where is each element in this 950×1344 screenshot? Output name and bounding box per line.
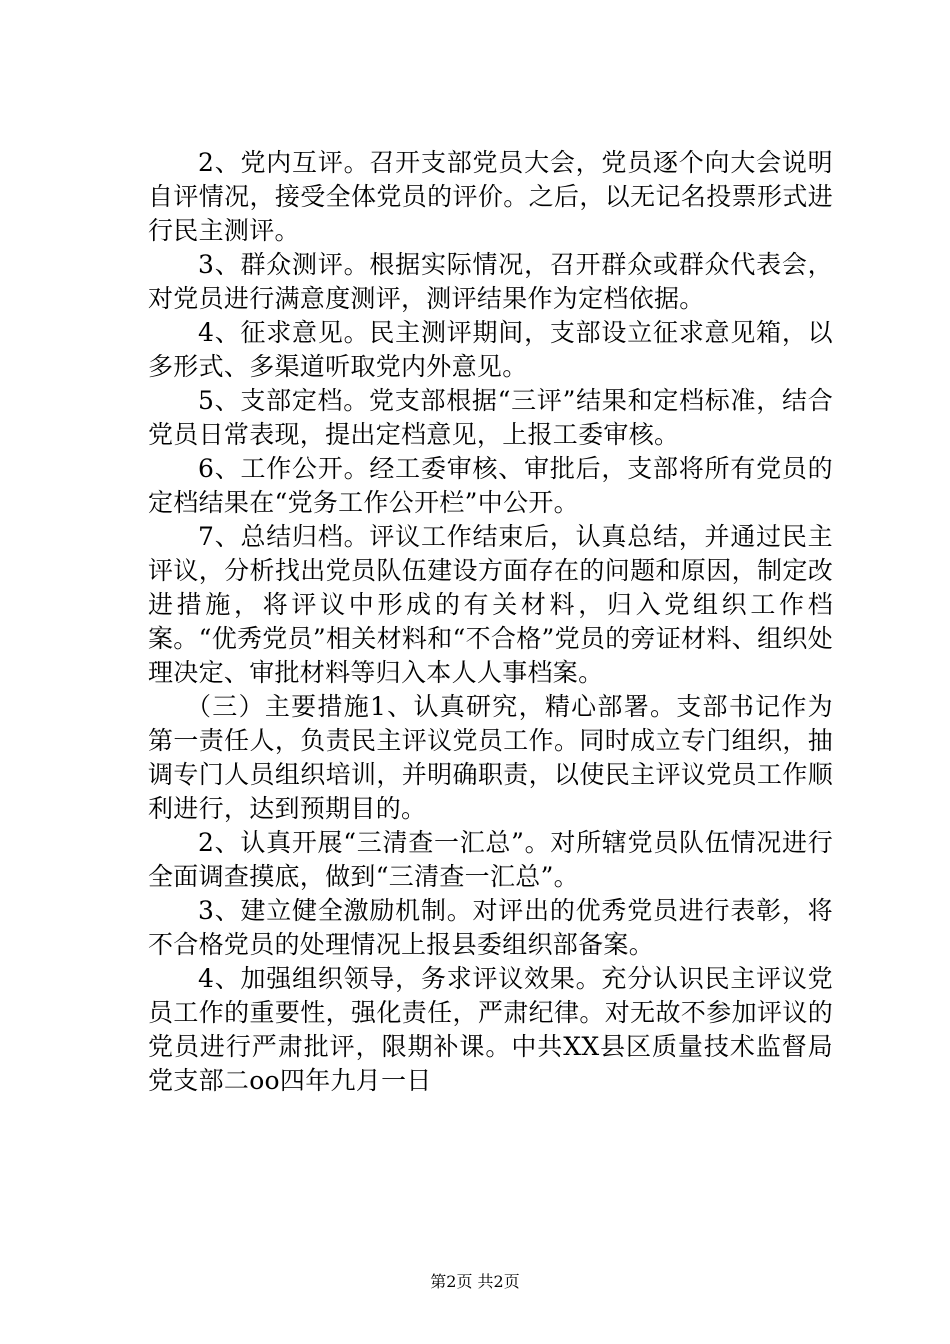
paragraph-work-disclosure: 6、工作公开。经工委审核、审批后，支部将所有党员的定档结果在“党务工作公开栏”中公开。	[148, 454, 833, 517]
document-body	[148, 146, 833, 1098]
paragraph-incentive-mechanism: 3、建立健全激励机制。对评出的优秀党员进行表彰，将不合格党员的处理情况上报县委组织部备案。	[148, 896, 833, 959]
paragraph-main-measures: （三）主要措施1、认真研究，精心部署。支部书记作为第一责任人，负责民主评议党员工作。同时成立专门组织，抽调专门人员组织培训，并明确职责，以使民主评议党员工作顺利进行，达到预期目的。	[148, 692, 833, 823]
paragraph-three-checks: 2、认真开展“三清查一汇总”。对所辖党员队伍情况进行全面调查摸底，做到“三清查一汇总”。	[148, 828, 833, 891]
paragraph-public-review: 3、群众测评。根据实际情况，召开群众或群众代表会，对党员进行满意度测评，测评结果作为定档依据。	[148, 250, 833, 313]
paragraph-peer-review: 2、党内互评。召开支部党员大会，党员逐个向大会说明自评情况，接受全体党员的评价。之后，以无记名投票形式进行民主测评。	[148, 148, 833, 245]
paragraph-solicit-opinions: 4、征求意见。民主测评期间，支部设立征求意见箱，以多形式、多渠道听取党内外意见。	[148, 318, 833, 381]
paragraph-branch-grading: 5、支部定档。党支部根据“三评”结果和定档标准，结合党员日常表现，提出定档意见，上报工委审核。	[148, 386, 833, 449]
page-number-footer: 第2页 共2页	[430, 1272, 520, 1291]
paragraph-leadership: 4、加强组织领导，务求评议效果。充分认识民主评议党员工作的重要性，强化责任，严肃纪律。对无故不参加评议的党员进行严肃批评，限期补课。中共XX县区质量技术监督局党支部二oo四年九月一日	[148, 964, 833, 1095]
paragraph-summary-archive: 7、总结归档。评议工作结束后，认真总结，并通过民主评议，分析找出党员队伍建设方面存在的问题和原因，制定改进措施，将评议中形成的有关材料，归入党组织工作档案。“优秀党员”相关材料和“不合格”党员的旁证材料、组织处理决定、审批材料等归入本人人事档案。	[148, 522, 833, 687]
